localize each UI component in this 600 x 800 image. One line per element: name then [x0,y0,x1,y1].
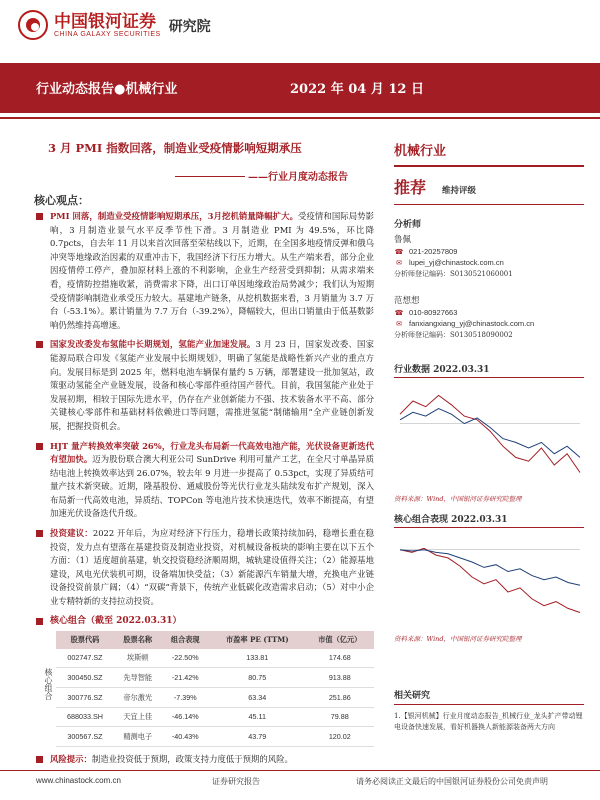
table-row [56,727,374,747]
paragraph-lead: 投资建议： [50,528,93,539]
email-icon: ✉ [396,320,402,328]
stock-mktcap: 251.86 [306,688,374,708]
rating-label: 推荐 [394,178,427,197]
rating-rule [394,204,584,205]
footer-rule [0,770,600,771]
related-item[interactable]: 1.【银河机械】行业月度动态报告_机械行业_龙头扩产带动锂电设备快速发展，看好机器换人新能源装备两大方向 [394,712,583,731]
paragraph-lead: 国家发改委发布氢能中长期规划，氢能产业加速发展。 [50,339,256,350]
series-line-1 [400,409,580,458]
paragraph-body: 3 月 23 日，国家发改委、国家能源局联合印发《氢能产业发展中长期规划》，明确了氢能是战略性新兴产业的重点方向。发展目标是到 2025 年，燃料电池车辆保有量约 5 万辆，部署建设一批加氢站，政策驱动氢能全产业链发展，设备和核心零部件亟待国产替代。目前，我国氢能产业处于发展初期，相较于国际先进水平，仍存在产业创新能力不强、技术装备水平不高、部分关键核心零部件和基础材料依赖进口等问题，需推进氢能“制储输用”全产业链创新发展，把握投资机会。 [50,339,374,431]
column-header: 股票名称 [114,631,162,649]
stock-code: 300567.SZ [56,727,114,747]
stock-name: 精测电子 [114,727,162,747]
paragraph-hydrogen [34,338,374,433]
analyst-email[interactable] [394,258,584,267]
portfolio-chart-svg [394,530,584,626]
brand-name-cn: 中国银河证券 [54,11,156,32]
stock-performance: -22.50% [161,649,209,668]
analyst-phone [394,247,584,256]
analysts-heading: 分析师 [394,220,422,230]
stock-mktcap: 120.02 [306,727,374,747]
column-header: 市值（亿元） [306,631,374,649]
stock-mktcap: 913.88 [306,668,374,688]
industry-rule [394,165,584,167]
risk-warning [34,753,374,767]
paragraph-hjt [34,440,374,522]
table-row [56,649,374,668]
footer-disclaimer: 请务必阅读正文最后的中国银河证券股份公司免责声明 [356,777,548,786]
bullet-icon [36,341,43,348]
stock-pe: 80.75 [209,668,306,688]
portfolio-chart [394,530,584,626]
paragraph-pmi [34,210,374,332]
column-header: 股票代码 [56,631,114,649]
analyst-name: 鲁佩 [394,235,412,245]
analyst-name: 范想想 [394,296,420,306]
industry-chart [394,380,584,488]
phone-text: 021-20257809 [409,247,458,256]
table-row [56,688,374,708]
related-heading: 相关研究 [394,688,584,705]
analyst-phone [394,308,584,317]
phone-icon: ☎ [394,248,404,256]
paragraph-body: 迈为股份联合澳大利亚公司 SunDrive 利用可量产工艺，在全尺寸单晶异质结电池上转换效率达到 26.07%，较去年 9 月进一步提高了 0.53pct，实现了异质结可量产技术新突破。近期，隆基股份、通威股份等光伏行业龙头陆续发布扩产规划，深入布局新一代高效电池，异质结、TOPCon 等电池片技术快速迭代，效率不断提高，有望加速光伏设备迭代升级。 [50,454,375,519]
table-row [56,707,374,727]
email-text[interactable]: lupei_yj@chinastock.com.cn [409,258,504,267]
stock-code: 300776.SZ [56,688,114,708]
chart1-title: 行业数据 2022.03.31 [394,362,584,378]
stock-code: 688033.SH [56,707,114,727]
report-type: 行业动态报告●机械行业 [36,82,178,97]
series-line-0 [400,548,580,612]
analyst-registration: 分析师登记编码：S0130518090002 [394,331,513,339]
stock-code: 300450.SZ [56,668,114,688]
paragraph-body: 受疫情和国际局势影响，3 月制造业景气水平反季节性下滑。3 月制造业 PMI 为 49.5%，环比降 0.7pcts，自去年 11 月以来首次回落至荣枯线以下，近期，在全国多地疫情反弹和俄乌冲突等地缘政治因素的双重冲击下，我国经济下行压力增大。从生产端来看，部分企业因疫情停工停产，叠加原材料上涨的不利影响，企业生产经营受到抑制；从需求端来看，疫情防控措施收紧，消费需求下降，出口订单因地缘政治局势减少；我们认为短期受疫情影响制造业承受压力较大。基建地产链条，从挖机数据来看，3 月销量为 3.7 万台（-53.1%）。累计销量为 7.7 万台（-39.2%），降幅较大，但出口销量由于低基数影响仍然维持高增速。 [50,211,374,330]
paragraph-lead: PMI 回落，制造业受疫情影响短期承压，3月挖机销量降幅扩大。 [50,211,299,221]
footer-center: 证券研究报告 [212,777,260,786]
industry-chart-svg [394,380,584,488]
stock-pe: 63.34 [209,688,306,708]
industry-label: 机械行业 [394,144,447,159]
paragraph-investment [34,527,374,609]
stock-mktcap: 174.68 [306,649,374,668]
report-title: 3 月 PMI 指数回落，制造业受疫情影响短期承压 [48,141,302,155]
footer-url[interactable]: www.chinastock.com.cn [36,776,121,785]
bullet-icon [36,443,43,450]
stock-pe: 133.81 [209,649,306,668]
stock-mktcap: 79.88 [306,707,374,727]
bullet-icon [36,756,43,763]
chart1-source: 资料来源：Wind，中国银河证券研究院整理 [394,495,522,503]
related-research [394,688,584,732]
bullet-icon [36,618,43,625]
email-text[interactable]: fanxiangxiang_yj@chinastock.com.cn [409,319,535,328]
table-header-row [56,631,374,649]
institute-label: 研究院 [168,19,211,35]
paragraph-lead: HJT 量产转换效率突破 26%，行业龙头布局新一代高效电池产能，光伏设备更新迭代有望加快。 [50,440,374,465]
stock-code: 002747.SZ [56,649,114,668]
brand-name-en: CHINA GALAXY SECURITIES [54,30,161,38]
stock-name: 先导智能 [114,668,162,688]
stock-performance: -21.42% [161,668,209,688]
analyst-email[interactable] [394,319,584,328]
portfolio-heading [34,615,374,629]
analyst-registration: 分析师登记编码：S0130521060001 [394,270,513,278]
bullet-icon [36,213,43,220]
phone-icon: ☎ [394,309,404,317]
sidebar [394,140,584,340]
header-band [0,63,600,113]
phone-text: 010-80927663 [409,308,458,317]
report-subtitle: ——行业月度动态报告 [248,172,348,183]
main-content [34,210,374,766]
stock-pe: 43.79 [209,727,306,747]
stock-performance: -40.43% [161,727,209,747]
table-row [56,668,374,688]
column-header: 组合表现 [161,631,209,649]
brand-logo [18,8,211,42]
paragraph-body: 2022 开年后，为应对经济下行压力，稳增长政策持续加码，稳增长重在稳投资，发力点有望落在基建投资及制造业投资，对机械设备板块的影响主要在以下五个方面：（1）适度超前基建，轨交投资稳经济顺周期，城轨建设值得关注；（2）能源基地建设，风电光伏装机可期，设备端加快受益；（3）新能源汽车销量大增，充换电产业链设备投资前景广阔；（4）“双碳”背景下，传统产业低碳化改造需求启动；（5）对中小企业专精特新的支持拉动投资。 [50,528,374,607]
column-header: 市盈率 PE (TTM) [209,631,306,649]
core-views-heading: 核心观点： [34,194,89,207]
risk-body: 制造业投资低于预期，政策支持力度低于预期的风险。 [91,753,293,764]
stock-name: 帝尔激光 [114,688,162,708]
stock-pe: 45.11 [209,707,306,727]
chart2-title: 核心组合表现 2022.03.31 [394,512,584,528]
stock-performance: -46.14% [161,707,209,727]
portfolio-side-label: 核心组合 [44,668,53,700]
galaxy-logo-icon [18,10,48,40]
report-date: 2022 年 04 月 12 日 [290,82,424,97]
series-line-0 [400,395,580,472]
stock-name: 天宜上佳 [114,707,162,727]
subtitle-rule [175,176,245,177]
rating-note: 维持评级 [442,186,477,196]
bullet-icon [36,530,43,537]
portfolio-label: 核心组合（截至 2022.03.31） [50,615,182,626]
series-line-1 [400,550,580,586]
stock-name: 埃斯顿 [114,649,162,668]
portfolio-table [56,631,374,747]
stock-performance: -7.39% [161,688,209,708]
chart2-source: 资料来源：Wind，中国银河证券研究院整理 [394,635,522,643]
risk-lead: 风险提示： [50,753,92,764]
rating-row [394,175,584,198]
email-icon: ✉ [396,259,402,267]
header-divider [0,117,600,119]
